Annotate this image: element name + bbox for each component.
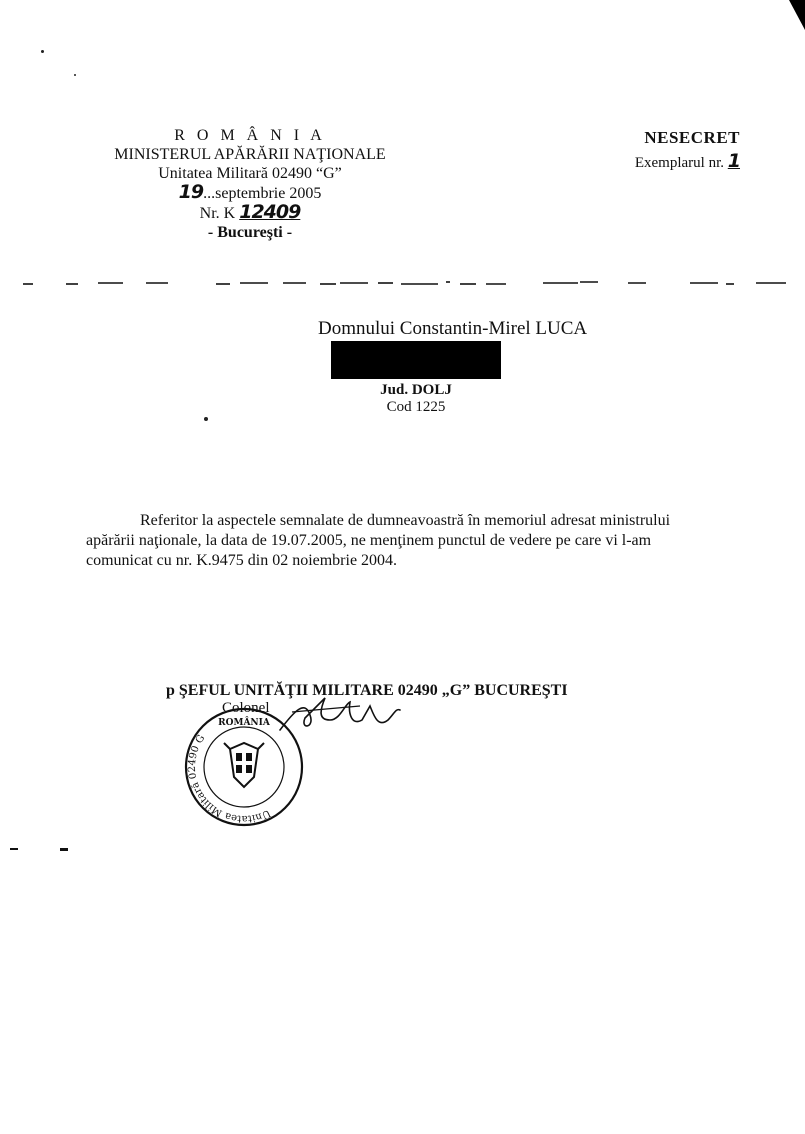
nr-handwritten: 12409 (239, 201, 301, 223)
nr-label: Nr. K (199, 205, 236, 222)
registration-number (70, 203, 430, 223)
redacted-address (331, 341, 501, 379)
date-printed: ...septembrie 2005 (203, 185, 322, 202)
scan-corner-mark (787, 0, 805, 30)
body-line-1: Referitor la aspectele semnalate de dumneavoastră în memoriul adresat ministrului (140, 512, 671, 529)
scan-speck (204, 417, 208, 421)
scan-mark (60, 848, 68, 851)
classification-label: NESECRET (644, 128, 740, 147)
country-name: R O M Â N I A (174, 127, 326, 144)
city-name: - Bucureşti - (207, 224, 293, 241)
addressee-location (330, 382, 502, 416)
body-line-3: comunicat cu nr. K.9475 din 02 noiembrie 2004. (86, 552, 398, 569)
signatory-title: p ŞEFUL UNITĂŢII MILITARE 02490 „G” BUCUREŞTI (166, 682, 568, 699)
addressee-name: Domnului Constantin-Mirel LUCA (318, 318, 588, 339)
date-handwritten: 19 (178, 181, 204, 203)
copy-number-line (600, 150, 740, 172)
county: Jud. DOLJ (380, 382, 452, 398)
handwritten-signature (270, 690, 410, 740)
scan-speck (41, 50, 44, 53)
issuer-header (70, 126, 430, 242)
unit-name: Unitatea Militară 02490 “G” (158, 165, 342, 182)
body-line-2: apărării naţionale, la data de 19.07.2005, ne menţinem punctul de vedere pe care vi l-am (86, 532, 652, 549)
copy-number: 1 (727, 150, 740, 172)
scan-speck (74, 74, 76, 76)
ministry-name: MINISTERUL APĂRĂRII NAŢIONALE (114, 146, 386, 163)
copy-label: Exemplarul nr. (634, 155, 725, 171)
stamp-top-text: ROMÂNIA (218, 718, 270, 728)
classification-block (600, 128, 740, 172)
signatory-rank: Colonel (222, 700, 270, 716)
document-date (70, 183, 430, 203)
separator-dashed-line (18, 276, 788, 290)
coat-of-arms-icon (224, 743, 264, 787)
stamp-ring-text: Unitatea Militară 02490 G (186, 733, 273, 825)
letter-body (86, 511, 770, 571)
scan-mark (10, 848, 18, 850)
postal-code: Cod 1225 (386, 399, 446, 415)
